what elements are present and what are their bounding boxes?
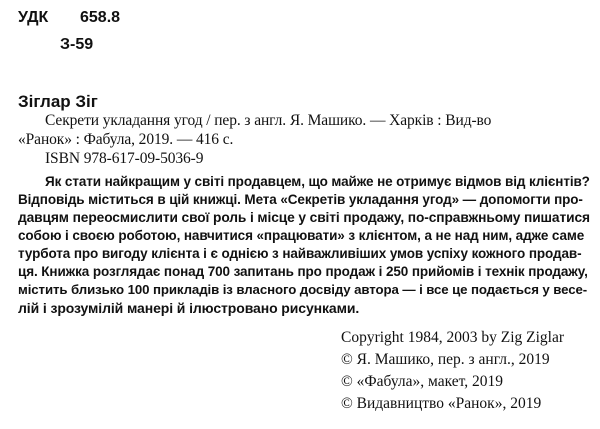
bibliography-line-1: Секрети укладання угод / пер. з англ. Я. Машико. — Харків : Вид-во bbox=[45, 112, 492, 129]
annotation-line-2: Відповідь міститься в цій книжці. Мета «Секретів укладання угод» — допомогти про- bbox=[18, 192, 583, 207]
annotation-line-3: давцям переосмислити свої роль і місце у світі продажу, по-справжньому пишатися bbox=[18, 210, 590, 225]
annotation-line-8: лій і зрозумілій манері й ілюстровано рисунками. bbox=[18, 300, 360, 316]
author-name: Зіглар Зіг bbox=[18, 92, 98, 111]
udk-code: 658.8 bbox=[80, 9, 121, 26]
annotation-line-5: турбота про вигоду клієнта і є однією з найважливіших умов успіху кожного продав- bbox=[18, 246, 582, 261]
copyright-publisher: © Видавництво «Ранок», 2019 bbox=[341, 395, 542, 412]
annotation-line-1: Як стати найкращим у світі продавцем, що майже не отримує відмов від клієнтів? bbox=[45, 174, 590, 189]
annotation-line-7: містить близько 100 прикладів із власного досвіду автора — і все це подається у весе- bbox=[18, 282, 588, 297]
copyright-translation: © Я. Машико, пер. з англ., 2019 bbox=[341, 351, 550, 368]
annotation-line-4: собою і своєю роботою, навчитися «працювати» з клієнтом, а не над ним, адже саме bbox=[18, 228, 585, 243]
annotation-line-6: ця. Книжка розглядає понад 700 запитань про продаж і 250 прийомів і технік продажу, bbox=[18, 264, 588, 279]
copyright-layout: © «Фабула», макет, 2019 bbox=[341, 373, 503, 390]
copyright-original: Copyright 1984, 2003 by Zig Ziglar bbox=[341, 329, 565, 346]
bibliography-line-2: «Ранок» : Фабула, 2019. — 416 с. bbox=[18, 131, 234, 148]
author-code: З-59 bbox=[60, 36, 94, 53]
isbn: ISBN 978-617-09-5036-9 bbox=[45, 150, 204, 167]
udk-label: УДК bbox=[18, 9, 49, 26]
